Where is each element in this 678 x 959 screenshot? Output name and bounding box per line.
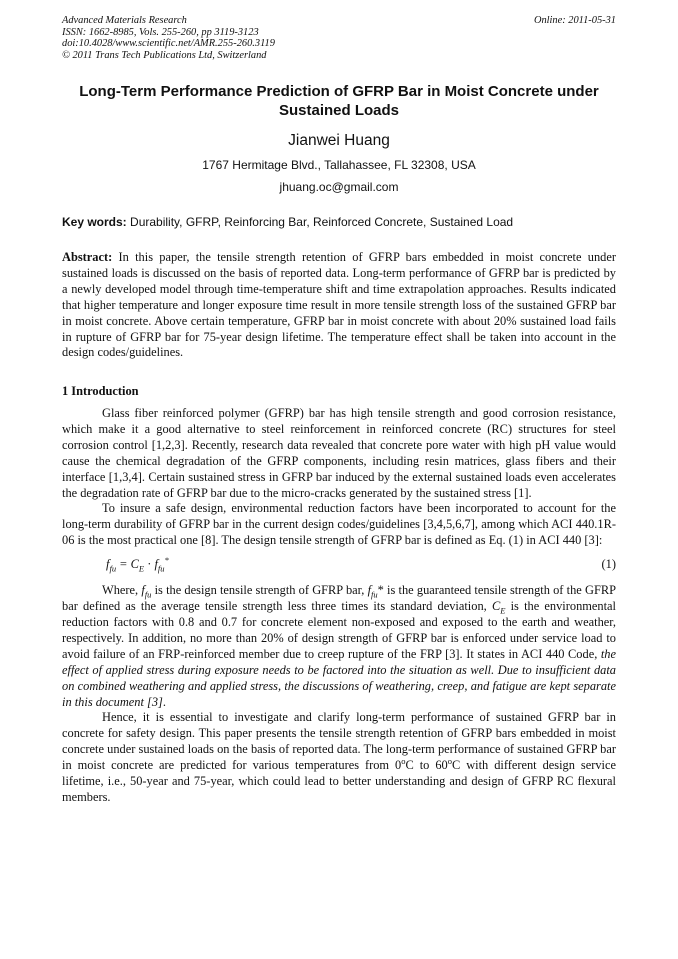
eq-lhs: f — [106, 557, 110, 572]
equation-formula — [106, 557, 169, 573]
p3-text-d: is the environmental reduction factors with 0.8 and 0.7 for concrete element non-exposed and exposed to the earth and weather, respectively. In addition, no more than 20% of design strength of GFRP bar is enforced under service load to avoid failure of an FRP-reinforced member due to creep rupture of the FRP [3]. It states in ACI 440 Code, — [62, 599, 616, 661]
journal-header — [62, 15, 616, 61]
abstract-text: In this paper, the tensile strength retention of GFRP bars embedded in moist concrete under sustained loads is discussed on the basis of reported data. Long-term performance of GFRP bar is predicted by a newly developed model through time-temperature shift and time extrapolation approaches. Results indicated that higher temperature and longer exposure time result in more tensile strength loss of the sustained GFRP bar in moist concrete. Above certain temperature, GFRP bar in moist concrete with about 20% sustained load fails in rupture of GFRP bar for 75-year design lifetime. The temperature effect shall be taken into account in the design codes/guidelines. — [62, 250, 616, 360]
p4-text-b: C to 60 — [405, 758, 448, 773]
section-heading-introduction: 1 Introduction — [62, 384, 139, 398]
intro-paragraph-1: Glass fiber reinforced polymer (GFRP) bar has high tensile strength and good corrosion resistance, which make it a good alternative to steel reinforcement in reinforced concrete (RC) structures for steel corrosion control [1,2,3]. Recently, research data revealed that concrete pore water with high pH value would cause the chemical degradation of the GFRP components, including resin matrices, glass fibers and their interface [1,3,4]. Certain sustained stress in GFRP bar induced by the external sustained loads even accelerates the degradation rate of GFRP bar due to the micro-cracks generated by the sustained stress [1]. — [62, 406, 616, 500]
p3-ce-sub: E — [500, 605, 506, 616]
p4-text-c: C with different design service lifetime, i.e., 50-year and 75-year, which could lead to better understanding and design of GFRP RC flexural members. — [62, 758, 616, 804]
equation-number: (1) — [601, 557, 616, 572]
p3-ffu-sub: fu — [144, 589, 152, 600]
copyright-line: © 2011 Trans Tech Publications Ltd, Switzerland — [62, 49, 267, 61]
doi-line: doi:10.4028/www.scientific.net/AMR.255-260.3119 — [62, 38, 275, 50]
abstract — [62, 250, 616, 361]
eq-ce: = C — [116, 557, 139, 572]
eq-ce-sub: E — [138, 563, 145, 574]
eq-rhs: f — [154, 557, 158, 572]
keywords-text: Durability, GFRP, Reinforcing Bar, Reinforced Concrete, Sustained Load — [126, 215, 514, 229]
eq-dot: · — [144, 557, 155, 572]
paper-title: Long-Term Performance Prediction of GFRP Bar in Moist Concrete under Sustained Loads — [79, 83, 599, 119]
p3-text-b: is the design tensile strength of GFRP bar, — [151, 583, 368, 598]
p4-text-a: Hence, it is essential to investigate and clarify long-term performance of sustained GFRP bar in concrete for safety design. This paper presents the tensile strength retention of GFRP bars embedded in moist concrete under sustained loads on the basis of reported data. The long-term performance of sustained GFRP bar in moist concrete are predicted for various temperatures from 0 — [62, 710, 616, 773]
p3-text-a: Where, — [102, 583, 142, 598]
issn-line: ISSN: 1662-8985, Vols. 255-260, pp 3119-3123 — [62, 26, 259, 38]
eq-rhs-sub: fu — [157, 563, 165, 574]
online-date: Online: 2011-05-31 — [533, 15, 616, 26]
intro-paragraph-2: To insure a safe design, environmental reduction factors have been incorporated to account for the long-term durability of GFRP bar in the current design codes/guidelines [3,4,5,6,7], among which ACI 440.1R-06 is the most practical one [8]. The design tensile strength of GFRP bar is defined as Eq. (1) in ACI 440 [3]: — [62, 501, 616, 548]
author-name: Jianwei Huang — [288, 132, 390, 149]
p3-aci-quote: the effect of applied stress during exposure needs to be factored into the situation as well. Due to insufficient data on combined weathering and applied stress, the discussions of weathering, creep, and fatigue are kept separate in this document [3] — [62, 646, 616, 709]
journal-name: Advanced Materials Research — [62, 15, 187, 26]
author-affiliation: 1767 Hermitage Blvd., Tallahassee, FL 32308, USA — [202, 158, 476, 172]
p3-text-end: . — [162, 694, 166, 709]
eq-lhs-sub: fu — [109, 563, 117, 574]
p3-ce: C — [491, 599, 501, 614]
eq-rhs-sup: * — [164, 555, 169, 566]
intro-paragraph-3 — [62, 583, 616, 710]
p3-ffu: f — [141, 583, 145, 598]
p3-ffu2: f — [367, 583, 372, 598]
introduction-body — [62, 406, 616, 806]
author-email[interactable]: jhuang.oc@gmail.com — [279, 180, 399, 194]
abstract-label: Abstract: — [62, 250, 113, 264]
p4-degree-2: o — [447, 756, 452, 766]
keywords — [62, 215, 616, 229]
p4-degree-1: o — [401, 756, 406, 766]
intro-paragraph-4 — [62, 710, 616, 805]
p3-ffu2-sub: fu — [371, 589, 378, 600]
p3-text-c: * is the guaranteed tensile strength of the GFRP bar defined as the average tensile strength less three times its standard deviation, — [62, 583, 616, 614]
keywords-label: Key words: — [62, 215, 127, 229]
equation-1 — [62, 549, 616, 583]
